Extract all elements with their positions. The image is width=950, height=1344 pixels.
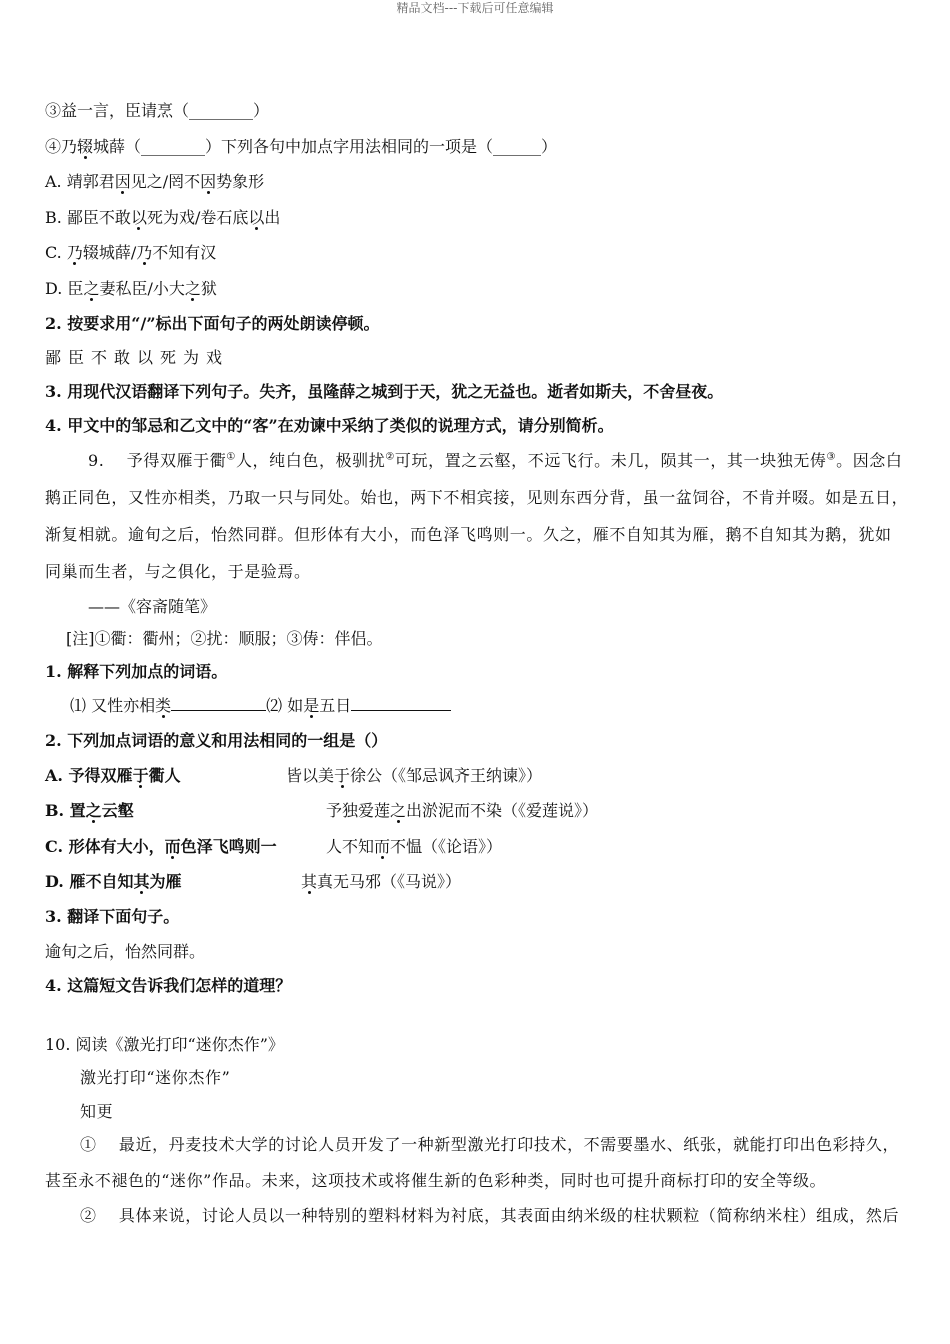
question-2: 2. 按要求用“/”标出下面句子的两处朗读停顿。 <box>45 314 380 333</box>
p9-option-b-right: 予独爱莲之出淤泥而不染（《爱莲说》） <box>326 801 599 820</box>
option-b: B. 鄙臣不敢以死为戏/卷石底以出 <box>45 208 281 227</box>
page-header: 精品文档---下载后可任意编辑 <box>396 1 554 15</box>
passage-source: ——《容斋随笔》 <box>88 597 217 616</box>
article-para-2-line-1: ② 具体来说，讨论人员以一种特别的塑料材料为衬底，其表面由纳米级的柱状颗粒（简称纳米柱）组成，然后 <box>80 1206 900 1225</box>
article-author: 知更 <box>80 1102 114 1121</box>
option-d: D. 臣之妻私臣/小大之狱 <box>45 279 217 298</box>
answer-line-3: ③益一言，臣请烹（________） <box>45 101 270 120</box>
p9-question-1: 1. 解释下列加点的词语。 <box>45 662 228 681</box>
p9-question-2: 2. 下列加点词语的意义和用法相同的一组是（） <box>45 731 388 750</box>
sentence-pause: 鄙臣不敢以死为戏 <box>45 348 230 367</box>
option-c: C. 乃辍城薛/乃不知有汉 <box>45 243 217 262</box>
p9-translate-sentence: 逾旬之后，怡然同群。 <box>45 942 206 961</box>
p9-option-d-left: D. 雁不自知其为雁 <box>45 872 182 891</box>
article-para-1-line-1: ① 最近，丹麦技术大学的讨论人员开发了一种新型激光打印技术，不需要墨水、纸张，就能打印出色彩持久， <box>80 1135 900 1154</box>
p9-question-4: 4. 这篇短文告诉我们怎样的道理？ <box>45 976 292 995</box>
passage-note: [注]①衢：衢州；②扰：顺服；③俦：伴侣。 <box>66 629 383 648</box>
p9-option-c-right: 人不知而不愠（《论语》） <box>326 837 503 856</box>
passage-9-line-4: 同巢而生者，与之俱化，于是验焉。 <box>45 562 311 581</box>
p9-option-a-left: A. 予得双雁于衢人 <box>45 766 181 785</box>
answer-blank-2[interactable] <box>351 696 451 711</box>
passage-9-line-2: 鹅正同色，又性亦相类，乃取一只与同处。始也，两下不相宾接，见则东西分背，虽一盆饲谷，不肯并啜。如是五日， <box>45 488 909 507</box>
p9-option-b-left: B. 置之云壑 <box>45 801 134 820</box>
p9-option-a-right: 皆以美于徐公（《邹忌讽齐王纳谏》） <box>286 766 543 785</box>
passage-9-line-1: 9. 予得双雁于衢①人，纯白色，极驯扰②可玩，置之云壑，不远飞行。未几，陨其一，其一块独无俦③。因念白 <box>88 451 903 470</box>
question-10: 10. 阅读《激光打印“迷你杰作”》 <box>45 1035 284 1054</box>
article-title: 激光打印“迷你杰作” <box>80 1068 231 1087</box>
article-para-1-line-2: 甚至永不褪色的“迷你”作品。未来，这项技术或将催生新的色彩种类，同时也可提升商标打印的安全等级。 <box>45 1171 827 1190</box>
question-4: 4. 甲文中的邹忌和乙文中的“客”在劝谏中采纳了类似的说理方式，请分别简析。 <box>45 416 614 435</box>
option-a: A. 靖郭君因见之/罔不因势象形 <box>45 172 265 191</box>
answer-blank-1[interactable] <box>171 696 266 711</box>
answer-line-4: ④乃辍城薛（________）下列各句中加点字用法相同的一项是（______） <box>45 137 558 156</box>
p9-question-1-items: ⑴ 又性亦相类 ⑵ 如是五日 <box>70 695 451 717</box>
question-3: 3. 用现代汉语翻译下列句子。失齐，虽隆薛之城到于天，犹之无益也。逝者如斯夫，不舍昼夜。 <box>45 382 724 401</box>
passage-9-line-3: 渐复相就。逾旬之后，怡然同群。但形体有大小，而色泽飞鸣则一。久之，雁不自知其为雁，鹅不自知其为鹅，犹如 <box>45 525 892 544</box>
p9-option-d-right: 其真无马邪（《马说》） <box>301 872 462 891</box>
p9-question-3: 3. 翻译下面句子。 <box>45 907 180 926</box>
p9-option-c-left: C. 形体有大小，而色泽飞鸣则一 <box>45 837 277 856</box>
